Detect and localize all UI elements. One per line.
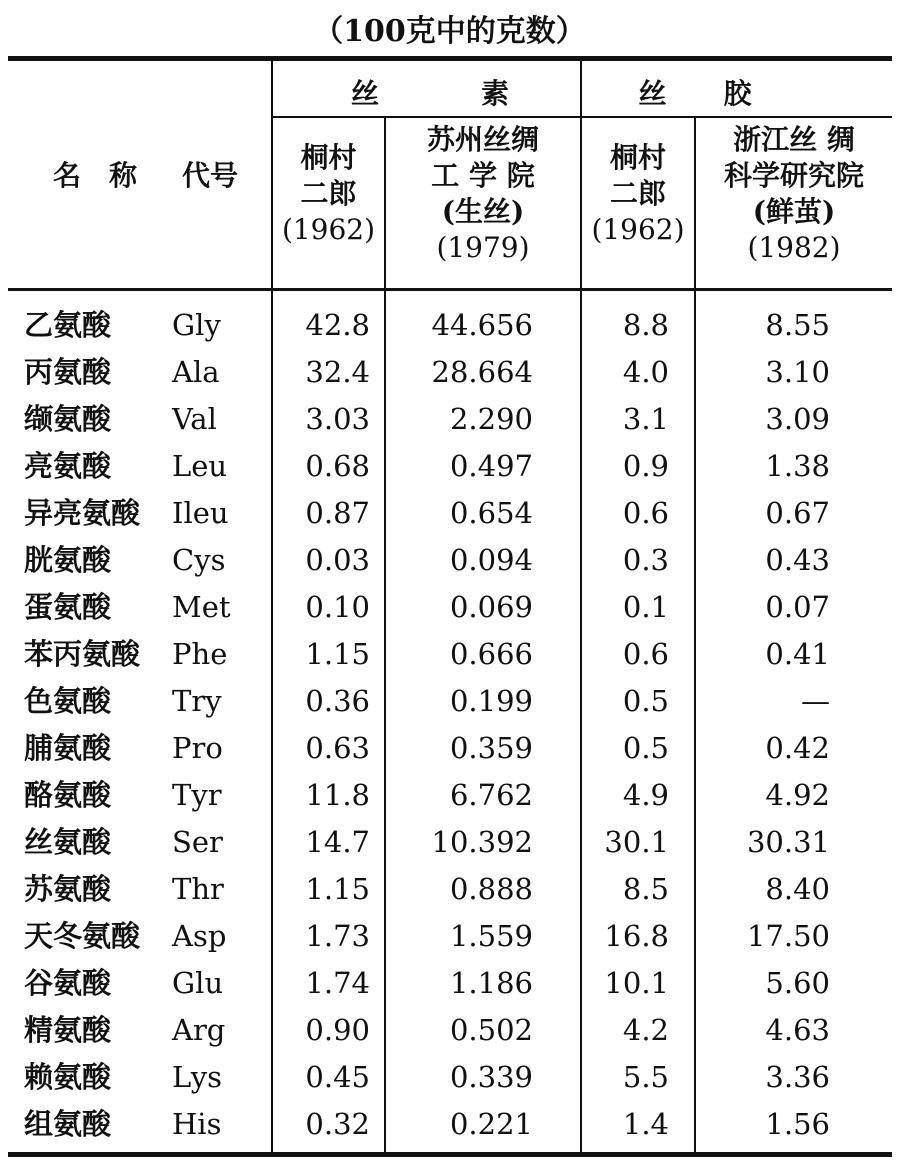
value-cell: 3.10	[765, 355, 830, 389]
col4-header-line3: (鲜茧)	[752, 195, 836, 228]
value-cell: 0.359	[449, 731, 533, 765]
value-cell: 8.55	[765, 308, 830, 342]
value-cell: 1.73	[305, 919, 370, 953]
table-row	[0, 866, 899, 913]
value-cell: 0.36	[305, 684, 370, 718]
value-cell: —	[801, 684, 830, 718]
amino-acid-name: 乙氨酸	[24, 308, 112, 342]
col3-header-line1: 桐村	[609, 141, 666, 174]
value-cell: 4.63	[765, 1013, 830, 1047]
amino-acid-code: Cys	[172, 543, 226, 577]
value-cell: 8.40	[765, 872, 830, 906]
value-cell: 0.6	[622, 496, 669, 530]
amino-acid-name: 组氨酸	[24, 1107, 112, 1141]
value-cell: 4.9	[622, 778, 669, 812]
value-cell: 5.5	[622, 1060, 669, 1094]
table-row	[0, 678, 899, 725]
value-cell: 0.339	[449, 1060, 533, 1094]
amino-acid-name: 苏氨酸	[24, 872, 112, 906]
value-cell: 10.392	[431, 825, 533, 859]
col3-header-line3: (1962)	[591, 213, 685, 246]
value-cell: 42.8	[305, 308, 370, 342]
value-cell: 0.199	[449, 684, 533, 718]
amino-acid-code: Tyr	[172, 778, 222, 812]
value-cell: 32.4	[305, 355, 370, 389]
value-cell: 0.094	[449, 543, 533, 577]
amino-acid-name: 谷氨酸	[24, 966, 112, 1000]
gum-group-header	[610, 72, 780, 112]
table-row	[0, 443, 899, 490]
value-cell: 0.5	[622, 731, 669, 765]
amino-acid-code: Ala	[172, 355, 220, 389]
amino-acid-code: Asp	[172, 919, 227, 953]
col2-header-line3: (生丝)	[441, 195, 525, 228]
amino-acid-code: Met	[172, 590, 231, 624]
amino-acid-code: Gly	[172, 308, 221, 342]
amino-acid-code: Lys	[172, 1060, 223, 1094]
amino-acid-name: 天冬氨酸	[24, 919, 141, 953]
value-cell: 8.5	[622, 872, 669, 906]
value-cell: 44.656	[431, 308, 533, 342]
value-cell: 1.74	[305, 966, 370, 1000]
gum-group-char-2: 胶	[723, 77, 752, 110]
value-cell: 4.0	[622, 355, 669, 389]
value-cell: 0.32	[305, 1107, 370, 1141]
value-cell: 1.38	[765, 449, 830, 483]
value-cell: 0.888	[449, 872, 533, 906]
value-cell: 0.3	[622, 543, 669, 577]
amino-acid-name: 色氨酸	[24, 684, 112, 718]
col2-header	[386, 122, 580, 266]
value-cell: 0.42	[765, 731, 830, 765]
value-cell: 1.4	[622, 1107, 669, 1141]
amino-acid-name: 亮氨酸	[24, 449, 112, 483]
col2-header-line1: 苏州丝绸	[426, 123, 539, 156]
value-cell: 1.15	[305, 872, 370, 906]
top-rule	[8, 56, 892, 61]
group-rule	[272, 116, 892, 118]
col2-header-line2: 工 学 院	[431, 159, 535, 192]
value-cell: 0.45	[305, 1060, 370, 1094]
col3-header-line2: 二郎	[609, 177, 666, 210]
amino-acid-name: 丙氨酸	[24, 355, 112, 389]
value-cell: 3.1	[622, 402, 669, 436]
value-cell: 0.9	[622, 449, 669, 483]
amino-acid-name: 丝氨酸	[24, 825, 112, 859]
value-cell: 0.68	[305, 449, 370, 483]
value-cell: 0.654	[449, 496, 533, 530]
col4-header-line1: 浙江丝 绸	[733, 123, 855, 156]
col3-header	[582, 140, 694, 248]
value-cell: 0.666	[449, 637, 533, 671]
value-cell: 30.1	[604, 825, 669, 859]
value-cell: 28.664	[431, 355, 533, 389]
value-cell: 4.2	[622, 1013, 669, 1047]
table-row	[0, 725, 899, 772]
value-cell: 0.497	[449, 449, 533, 483]
value-cell: 0.502	[449, 1013, 533, 1047]
col4-header-line2: 科学研究院	[723, 159, 864, 192]
value-cell: 0.6	[622, 637, 669, 671]
value-cell: 16.8	[604, 919, 669, 953]
amino-acid-code: His	[172, 1107, 222, 1141]
table-row	[0, 1101, 899, 1148]
value-cell: 0.10	[305, 590, 370, 624]
col1-header-line2: 二郎	[300, 177, 357, 210]
value-cell: 17.50	[746, 919, 830, 953]
value-cell: 4.92	[765, 778, 830, 812]
col4-header	[696, 122, 892, 266]
value-cell: 3.36	[765, 1060, 830, 1094]
amino-acid-code: Pro	[172, 731, 223, 765]
value-cell: 11.8	[305, 778, 370, 812]
amino-acid-name: 精氨酸	[24, 1013, 112, 1047]
table-row	[0, 349, 899, 396]
table-row	[0, 1007, 899, 1054]
amino-acid-code: Ser	[172, 825, 223, 859]
value-cell: 6.762	[449, 778, 533, 812]
value-cell: 10.1	[604, 966, 669, 1000]
amino-acid-code: Val	[172, 402, 217, 436]
amino-acid-code: Ileu	[172, 496, 229, 530]
amino-acid-name: 缬氨酸	[24, 402, 112, 436]
value-cell: 2.290	[449, 402, 533, 436]
value-cell: 5.60	[765, 966, 830, 1000]
table-row	[0, 302, 899, 349]
value-cell: 30.31	[746, 825, 830, 859]
value-cell: 1.186	[449, 966, 533, 1000]
col1-header	[273, 140, 384, 248]
amino-acid-name: 赖氨酸	[24, 1060, 112, 1094]
value-cell: 14.7	[305, 825, 370, 859]
col1-header-line1: 桐村	[300, 141, 357, 174]
value-cell: 0.90	[305, 1013, 370, 1047]
col2-header-line4: (1979)	[436, 231, 530, 264]
amino-acid-code: Arg	[172, 1013, 226, 1047]
table-row	[0, 490, 899, 537]
col4-header-line4: (1982)	[747, 231, 841, 264]
amino-acid-code: Try	[172, 684, 222, 718]
value-cell: 3.03	[305, 402, 370, 436]
name-header: 名 称	[52, 159, 137, 192]
table-row	[0, 396, 899, 443]
value-cell: 0.069	[449, 590, 533, 624]
value-cell: 0.63	[305, 731, 370, 765]
value-cell: 0.43	[765, 543, 830, 577]
table-row	[0, 960, 899, 1007]
table-caption: （100克中的克数）	[313, 14, 586, 49]
table-row	[0, 772, 899, 819]
amino-acid-code: Phe	[172, 637, 228, 671]
table-row	[0, 1054, 899, 1101]
table-row	[0, 584, 899, 631]
sericin-group-char-1: 丝	[350, 77, 379, 110]
header-rule	[8, 288, 892, 291]
amino-acid-code: Thr	[172, 872, 224, 906]
value-cell: 0.221	[449, 1107, 533, 1141]
amino-acid-name: 异亮氨酸	[24, 496, 141, 530]
gum-group-char-1: 丝	[638, 77, 667, 110]
amino-acid-name: 酪氨酸	[24, 778, 112, 812]
sericin-group-char-2: 素	[480, 77, 509, 110]
value-cell: 8.8	[622, 308, 669, 342]
value-cell: 0.41	[765, 637, 830, 671]
amino-acid-name: 胱氨酸	[24, 543, 112, 577]
value-cell: 0.07	[765, 590, 830, 624]
table-row	[0, 631, 899, 678]
value-cell: 3.09	[765, 402, 830, 436]
sericin-group-header	[300, 72, 560, 112]
amino-acid-code: Leu	[172, 449, 228, 483]
code-header: 代号	[181, 159, 238, 192]
amino-acid-name: 蛋氨酸	[24, 590, 112, 624]
table-row	[0, 819, 899, 866]
table-row	[0, 913, 899, 960]
value-cell: 0.03	[305, 543, 370, 577]
value-cell: 1.56	[765, 1107, 830, 1141]
amino-acid-name: 脯氨酸	[24, 731, 112, 765]
value-cell: 0.5	[622, 684, 669, 718]
amino-acid-code: Glu	[172, 966, 224, 1000]
value-cell: 0.67	[765, 496, 830, 530]
amino-acid-name: 苯丙氨酸	[24, 637, 141, 671]
bottom-rule	[8, 1152, 892, 1157]
value-cell: 1.559	[449, 919, 533, 953]
value-cell: 0.1	[622, 590, 669, 624]
value-cell: 0.87	[305, 496, 370, 530]
table-row	[0, 537, 899, 584]
value-cell: 1.15	[305, 637, 370, 671]
col1-header-line3: (1962)	[281, 213, 376, 246]
